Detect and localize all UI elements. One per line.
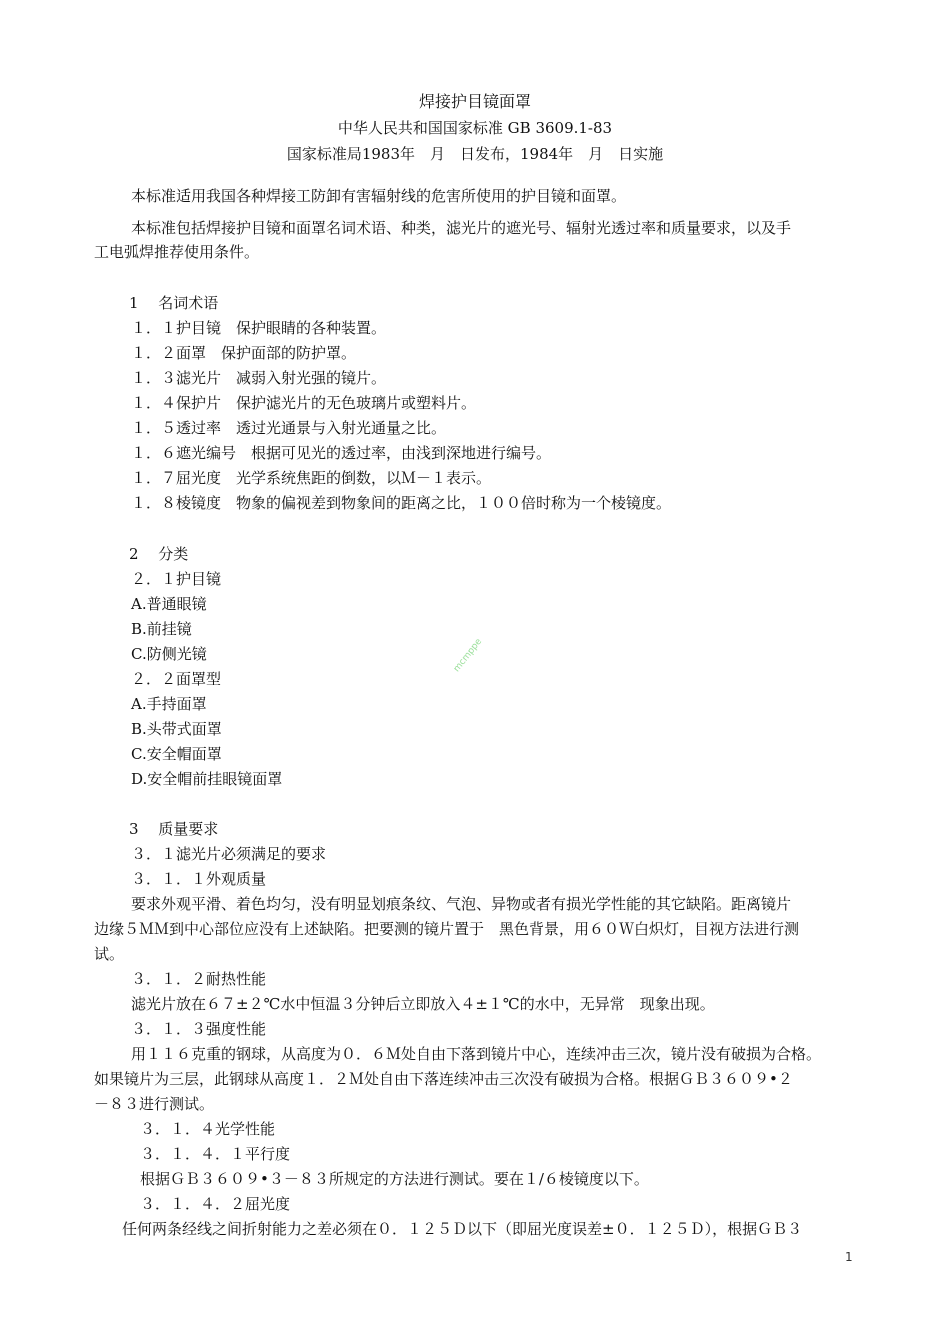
term-item: １．６遮光编号 根据可见光的透过率，由浅到深地进行编号。 [131, 444, 552, 462]
paragraph-line: 边缘５ＭＭ到中心部位应没有上述缺陷。把要测的镜片置于 黑色背景，用６０Ｗ白炽灯，目视方法进行测 [94, 920, 800, 938]
standard-number: 中华人民共和国国家标准 GB 3609.1-83 [337, 119, 613, 137]
paragraph-line: 如果镜片为三层，此钢球从高度１．２Ｍ处自由下落连续冲击三次没有破损为合格。根据ＧＢ３６０９•２ [94, 1070, 793, 1088]
subsection-heading: ３．１．２耐热性能 [131, 970, 267, 988]
list-item: A.手持面罩 [131, 695, 207, 713]
subsection-heading: ３．１．４．２屈光度 [140, 1195, 291, 1213]
list-item: D.安全帽前挂眼镜面罩 [131, 770, 283, 788]
intro-paragraph-1: 本标准适用我国各种焊接工防卸有害辐射线的危害所使用的护目镜和面罩。 [131, 187, 627, 205]
issue-date-line: 国家标准局1983年 月 日发布，1984年 月 日实施 [286, 145, 664, 163]
subsection-heading: ３．１．３强度性能 [131, 1020, 267, 1038]
section-3-heading: 3 质量要求 [129, 820, 219, 838]
subsection-heading: ３．１．４光学性能 [140, 1120, 276, 1138]
paragraph-line: 试。 [94, 945, 125, 963]
subsection-heading: ３．１滤光片必须满足的要求 [131, 845, 327, 863]
list-item: B.头带式面罩 [131, 720, 222, 738]
term-item: １．３滤光片 减弱入射光强的镜片。 [131, 369, 387, 387]
term-item: １．１护目镜 保护眼睛的各种装置。 [131, 319, 387, 337]
term-item: １．８棱镜度 物象的偏视差到物象间的距离之比，１００倍时称为一个棱镜度。 [131, 494, 672, 512]
subsection-heading: ３．１．１外观质量 [131, 870, 267, 888]
paragraph-line: －８３进行测试。 [94, 1095, 215, 1113]
subsection-heading: ２．１护目镜 [131, 570, 222, 588]
paragraph-line: 任何两条经线之间折射能力之差必须在０．１２５Ｄ以下（即屈光度误差±０．１２５Ｄ），根据ＧＢ３ [122, 1220, 803, 1238]
term-item: １．５透过率 透过光通景与入射光通量之比。 [131, 419, 447, 437]
list-item: B.前挂镜 [131, 620, 192, 638]
intro-paragraph-2-line-2: 工电弧焊推荐使用条件。 [94, 243, 260, 261]
subsection-heading: ３．１．４．１平行度 [140, 1145, 291, 1163]
intro-paragraph-2-line-1: 本标准包括焊接护目镜和面罩名词术语、种类，滤光片的遮光号、辐射光透过率和质量要求，以及手 [131, 219, 792, 237]
paragraph-line: 用１１６克重的钢球，从高度为０．６Ｍ处自由下落到镜片中心，连续冲击三次，镜片没有破损为合格。 [131, 1045, 822, 1063]
term-item: １．４保护片 保护滤光片的无色玻璃片或塑料片。 [131, 394, 477, 412]
section-1-heading: 1 名词术语 [129, 294, 219, 312]
section-2-heading: 2 分类 [129, 545, 189, 563]
watermark: mcmppe [452, 636, 485, 675]
page-number: 1 [845, 1250, 853, 1264]
subsection-heading: ２．２面罩型 [131, 670, 222, 688]
term-item: １．７屈光度 光学系统焦距的倒数，以Ｍ－１表示。 [131, 469, 492, 487]
document-title: 焊接护目镜面罩 [418, 92, 531, 111]
paragraph-line: 滤光片放在６７±２℃水中恒温３分钟后立即放入４±１℃的水中，无异常 现象出现。 [131, 995, 715, 1013]
list-item: C.安全帽面罩 [131, 745, 222, 763]
list-item: C.防侧光镜 [131, 645, 207, 663]
paragraph-line: 根据ＧＢ３６０９•３－８３所规定的方法进行测试。要在１/６棱镜度以下。 [140, 1170, 649, 1188]
term-item: １．２面罩 保护面部的防护罩。 [131, 344, 357, 362]
list-item: A.普通眼镜 [131, 595, 207, 613]
paragraph-line: 要求外观平滑、着色均匀，没有明显划痕条纹、气泡、异物或者有损光学性能的其它缺陷。距离镜片 [131, 895, 792, 913]
